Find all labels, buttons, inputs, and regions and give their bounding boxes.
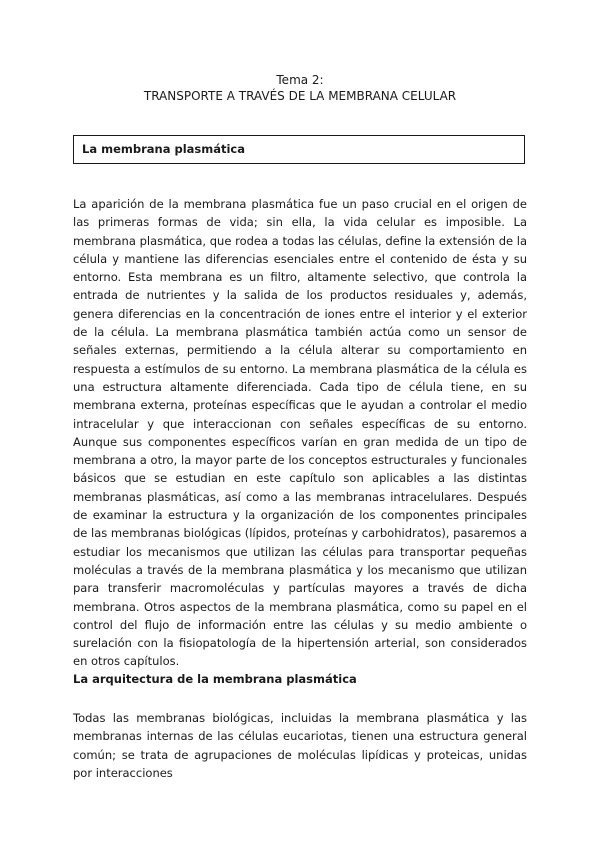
title-line-2: TRANSPORTE A TRAVÉS DE LA MEMBRANA CELULAR — [143, 89, 457, 103]
intro-paragraph: La aparición de la membrana plasmática fue un paso crucial en el origen de las primeras formas de vida; sin ella, la vida celular es imposible. La membrana plasmática, que rodea a todas las células, define la extensión de la célula y mantiene las diferencias esenciales entre el contenido de ésta y su entorno. Esta membrana es un filtro, altamente selectivo, que controla la entrada de nutrientes y la salida de los productos residuales y, además, genera diferencias en la concentración de iones entre el interior y el exterior de la célula. La membrana plasmática también actúa como un sensor de señales externas, permitiendo a la célula alterar su comportamiento en respuesta a estímulos de su entorno. La membrana plasmática de la célula es una estructura altamente diferenciada. Cada tipo de célula tiene, en su membrana externa, proteínas específicas que le ayudan a controlar el medio intracelular y que interaccionan con señales específicas de su entorno. Aunque sus componentes específicos varían en gran medida de un tipo de membrana a otro, la mayor parte de los conceptos estructurales y funcionales básicos que se estudian en este capítulo son aplicables a las distintas membranas plasmáticas, así como a las membranas intracelulares. Después de examinar la estructura y la organización de los componentes principales de las membranas biológicas (lípidos, proteínas y carbohidratos), pasaremos a estudiar los mecanismos que utilizan las células para transportar pequeñas moléculas a través de la membrana plasmática y los mecanismo que utilizan para transferir macromoléculas y partículas mayores a través de dicha membrana. Otros aspectos de la membrana plasmática, como su papel en el control del flujo de información entre las células y su medio ambiente o surelación con la fisiopatología de la hipertensión arterial, son considerados en otros capítulos. — [73, 197, 527, 669]
document-title — [0, 72, 600, 104]
arquitectura-paragraph: Todas las membranas biológicas, incluidas la membrana plasmática y las membranas internas de las células eucariotas, tienen una estructura general común; se trata de agrupaciones de moléculas lipídicas y proteicas, unidas por interacciones — [73, 711, 527, 780]
section-heading-box — [73, 135, 525, 164]
subheading-arquitectura: La arquitectura de la membrana plasmática — [73, 672, 357, 686]
title-line-1: Tema 2: — [276, 73, 324, 87]
section-heading: La membrana plasmática — [82, 142, 246, 156]
